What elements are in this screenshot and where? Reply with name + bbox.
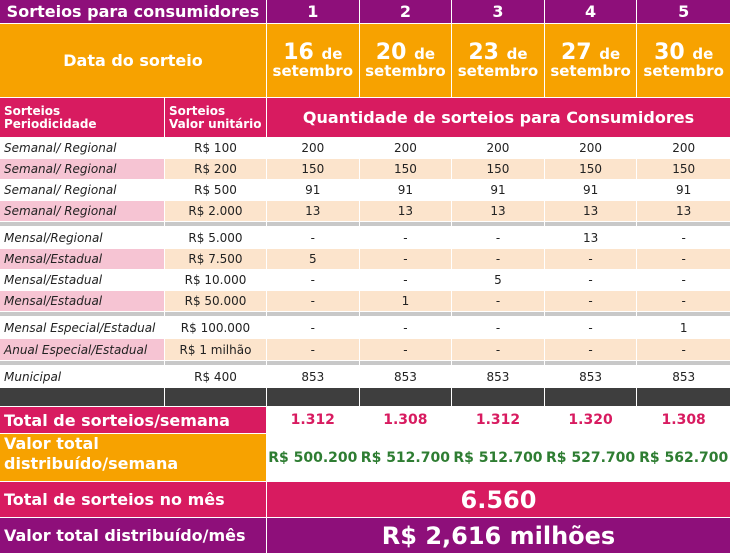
table-row [0,339,730,361]
quantity-cell: - [267,339,360,361]
subheader-row [0,98,730,138]
unit-value-cell: R$ 500 [165,180,267,201]
draw-date: 23 de setembro [452,24,545,98]
quantity-cell: 1 [360,291,453,312]
separator-cell [165,388,267,407]
quantity-cell: 200 [360,138,453,159]
table-row [0,138,730,159]
table-row [0,159,730,180]
quantity-cell: 150 [452,159,545,180]
quantity-cell: 91 [360,180,453,201]
total-week-value: 1.312 [452,407,545,434]
date-row [0,24,730,98]
draw-number: 3 [452,0,545,24]
quantity-cell: - [452,249,545,270]
quantity-cell: 13 [545,227,638,249]
quantity-cell: 853 [452,366,545,388]
unit-value-cell: R$ 10.000 [165,270,267,291]
quantity-cell: - [545,339,638,361]
quantity-cell: - [452,317,545,339]
date-label: Data do sorteio [0,24,267,98]
quantity-header: Quantidade de sorteios para Consumidores [267,98,730,138]
draw-date: 16 de setembro [267,24,360,98]
total-week-value: 1.320 [545,407,638,434]
quantity-cell: - [360,339,453,361]
row-separator [0,388,730,407]
quantity-cell: - [267,291,360,312]
periodicity-cell: Semanal/ Regional [0,180,165,201]
total-week-value: 1.308 [360,407,453,434]
quantity-cell: - [637,291,730,312]
periodicity-cell: Mensal Especial/Estadual [0,317,165,339]
unit-value-cell: R$ 5.000 [165,227,267,249]
quantity-cell: - [545,270,638,291]
total-month-value: 6.560 [267,482,730,518]
table-row [0,270,730,291]
quantity-cell: - [452,227,545,249]
periodicity-cell: Semanal/ Regional [0,201,165,222]
quantity-cell: - [360,270,453,291]
separator-cell [452,388,545,407]
quantity-cell: 200 [267,138,360,159]
unit-value-cell: R$ 100.000 [165,317,267,339]
quantity-cell: 5 [452,270,545,291]
quantity-cell: - [545,291,638,312]
value-week-label: Valor total distribuído/semana [0,434,267,482]
quantity-cell: 200 [545,138,638,159]
quantity-cell: 91 [267,180,360,201]
quantity-cell: - [452,339,545,361]
quantity-cell: 200 [452,138,545,159]
table-row [0,317,730,339]
draw-number: 2 [360,0,453,24]
periodicity-cell: Mensal/Estadual [0,249,165,270]
periodicity-cell: Municipal [0,366,165,388]
draw-date: 20 de setembro [360,24,453,98]
total-week-value: 1.308 [637,407,730,434]
header-row [0,0,730,24]
quantity-cell: 91 [637,180,730,201]
table-row [0,291,730,312]
quantity-cell: - [637,227,730,249]
periodicity-header: Sorteios Periodicidade [0,98,165,138]
unit-value-cell: R$ 1 milhão [165,339,267,361]
value-month-row [0,518,730,554]
quantity-cell: 853 [267,366,360,388]
separator-cell [545,388,638,407]
value-week-row [0,434,730,482]
quantity-cell: 91 [452,180,545,201]
value-week-value: R$ 512.700 [452,434,545,482]
quantity-cell: 13 [637,201,730,222]
draw-date: 27 de setembro [545,24,638,98]
table-row [0,227,730,249]
draw-number: 5 [637,0,730,24]
quantity-cell: 853 [360,366,453,388]
quantity-cell: - [360,227,453,249]
quantity-cell: 853 [637,366,730,388]
unit-value-cell: R$ 400 [165,366,267,388]
quantity-cell: 150 [360,159,453,180]
table-row [0,249,730,270]
table-row [0,366,730,388]
periodicity-cell: Semanal/ Regional [0,138,165,159]
periodicity-cell: Mensal/Estadual [0,270,165,291]
periodicity-cell: Anual Especial/Estadual [0,339,165,361]
quantity-cell: - [360,249,453,270]
quantity-cell: - [267,317,360,339]
unit-value-cell: R$ 2.000 [165,201,267,222]
value-week-value: R$ 527.700 [545,434,638,482]
total-week-value: 1.312 [267,407,360,434]
quantity-cell: 150 [267,159,360,180]
quantity-cell: 13 [452,201,545,222]
quantity-cell: 853 [545,366,638,388]
periodicity-cell: Mensal/Estadual [0,291,165,312]
quantity-cell: 13 [545,201,638,222]
quantity-cell: - [637,339,730,361]
total-week-row [0,407,730,434]
quantity-cell: 200 [637,138,730,159]
quantity-cell: - [360,317,453,339]
draw-date: 30 de setembro [637,24,730,98]
total-month-row [0,482,730,518]
quantity-cell: - [452,291,545,312]
separator-cell [0,388,165,407]
table-row [0,180,730,201]
separator-cell [637,388,730,407]
quantity-cell: 150 [637,159,730,180]
value-month-label: Valor total distribuído/mês [0,518,267,554]
quantity-cell: 1 [637,317,730,339]
separator-cell [267,388,360,407]
total-week-label: Total de sorteios/semana [0,407,267,434]
quantity-cell: 91 [545,180,638,201]
unit-value-cell: R$ 7.500 [165,249,267,270]
unit-value-header: Sorteios Valor unitário [165,98,267,138]
periodicity-cell: Mensal/Regional [0,227,165,249]
unit-value-cell: R$ 50.000 [165,291,267,312]
quantity-cell: 13 [360,201,453,222]
draw-number: 4 [545,0,638,24]
unit-value-cell: R$ 100 [165,138,267,159]
draw-number: 1 [267,0,360,24]
quantity-cell: 13 [267,201,360,222]
quantity-cell: - [545,249,638,270]
total-month-label: Total de sorteios no mês [0,482,267,518]
quantity-cell: 150 [545,159,638,180]
value-month-value: R$ 2,616 milhões [267,518,730,554]
quantity-cell: 5 [267,249,360,270]
quantity-cell: - [267,270,360,291]
value-week-value: R$ 500.200 [267,434,360,482]
table-title: Sorteios para consumidores [0,0,267,24]
quantity-cell: - [637,270,730,291]
unit-value-cell: R$ 200 [165,159,267,180]
separator-cell [360,388,453,407]
quantity-cell: - [545,317,638,339]
value-week-value: R$ 562.700 [637,434,730,482]
table-row [0,201,730,222]
periodicity-cell: Semanal/ Regional [0,159,165,180]
quantity-cell: - [637,249,730,270]
value-week-value: R$ 512.700 [360,434,453,482]
quantity-cell: - [267,227,360,249]
